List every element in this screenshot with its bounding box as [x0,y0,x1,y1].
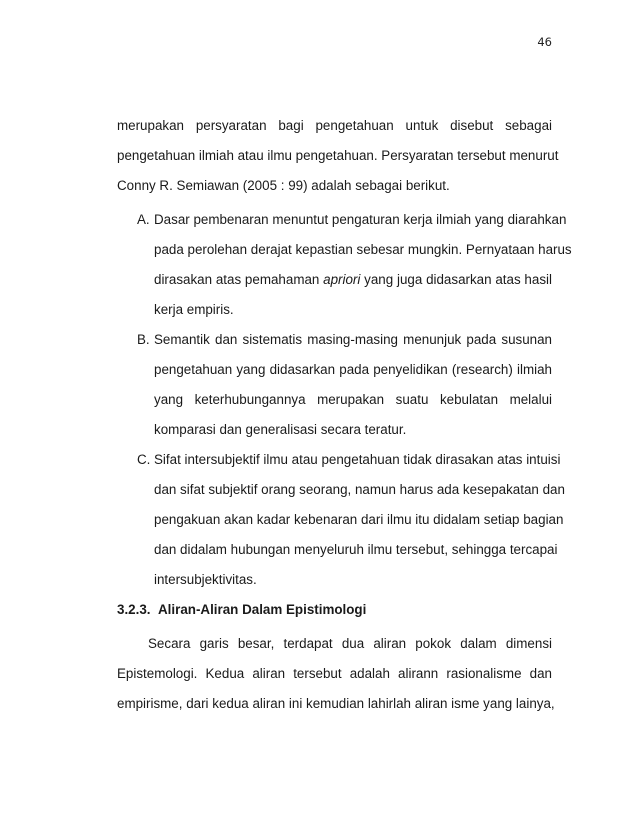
text-line: Sifat intersubjektif ilmu atau pengetahuan tidak dirasakan atas intuisi [154,452,561,467]
intro-paragraph [117,116,559,206]
list-item-b [117,330,552,450]
text-line: Conny R. Semiawan (2005 : 99) adalah sebagai berikut. [117,178,450,193]
text-line: merupakan persyaratan bagi pengetahuan untuk disebut sebagai [117,118,552,133]
text-line: empirisme, dari kedua aliran ini kemudian lahirlah aliran isme yang lainya, [117,696,555,711]
section-title: Aliran-Aliran Dalam Epistimologi [158,602,367,617]
text-line: intersubjektivitas. [154,572,257,587]
body-paragraph [117,634,555,724]
section-number: 3.2.3. [117,602,151,617]
text-line: pengakuan akan kadar kebenaran dari ilmu itu didalam setiap bagian [154,512,564,527]
italic-term: apriori [323,272,361,287]
list-marker: B. [137,332,150,347]
text-line: Secara garis besar, terdapat dua aliran pokok dalam dimensi [148,636,552,651]
text-line [154,270,552,300]
text-segment: yang juga didasarkan atas hasil [364,272,552,287]
document-body [117,116,572,724]
list-marker: A. [137,212,150,227]
text-line: dan didalam hubungan menyeluruh ilmu tersebut, sehingga tercapai [154,542,558,557]
text-line: pengetahuan yang didasarkan pada penyelidikan (research) ilmiah [154,362,552,377]
list-item-c [117,450,565,600]
text-line: yang keterhubungannya merupakan suatu kebulatan melalui [154,392,552,407]
text-line: Semantik dan sistematis masing-masing menunjuk pada susunan [154,332,552,347]
text-line: Epistemologi. Kedua aliran tersebut adalah alirann rasionalisme dan [117,666,552,681]
text-line: pengetahuan ilmiah atau ilmu pengetahuan. Persyaratan tersebut menurut [117,148,559,163]
text-line: pada perolehan derajat kepastian sebesar mungkin. Pernyataan harus [154,242,572,257]
text-line: Dasar pembenaran menuntut pengaturan kerja ilmiah yang diarahkan [154,212,567,227]
text-segment: dirasakan atas pemahaman [154,272,320,287]
text-line: dan sifat subjektif orang seorang, namun harus ada kesepakatan dan [154,482,565,497]
section-heading [117,600,552,630]
text-line: kerja empiris. [154,302,234,317]
page-number: 46 [537,35,552,49]
list-item-a [117,210,572,330]
list-marker: C. [137,452,151,467]
text-line: komparasi dan generalisasi secara teratur. [154,422,407,437]
